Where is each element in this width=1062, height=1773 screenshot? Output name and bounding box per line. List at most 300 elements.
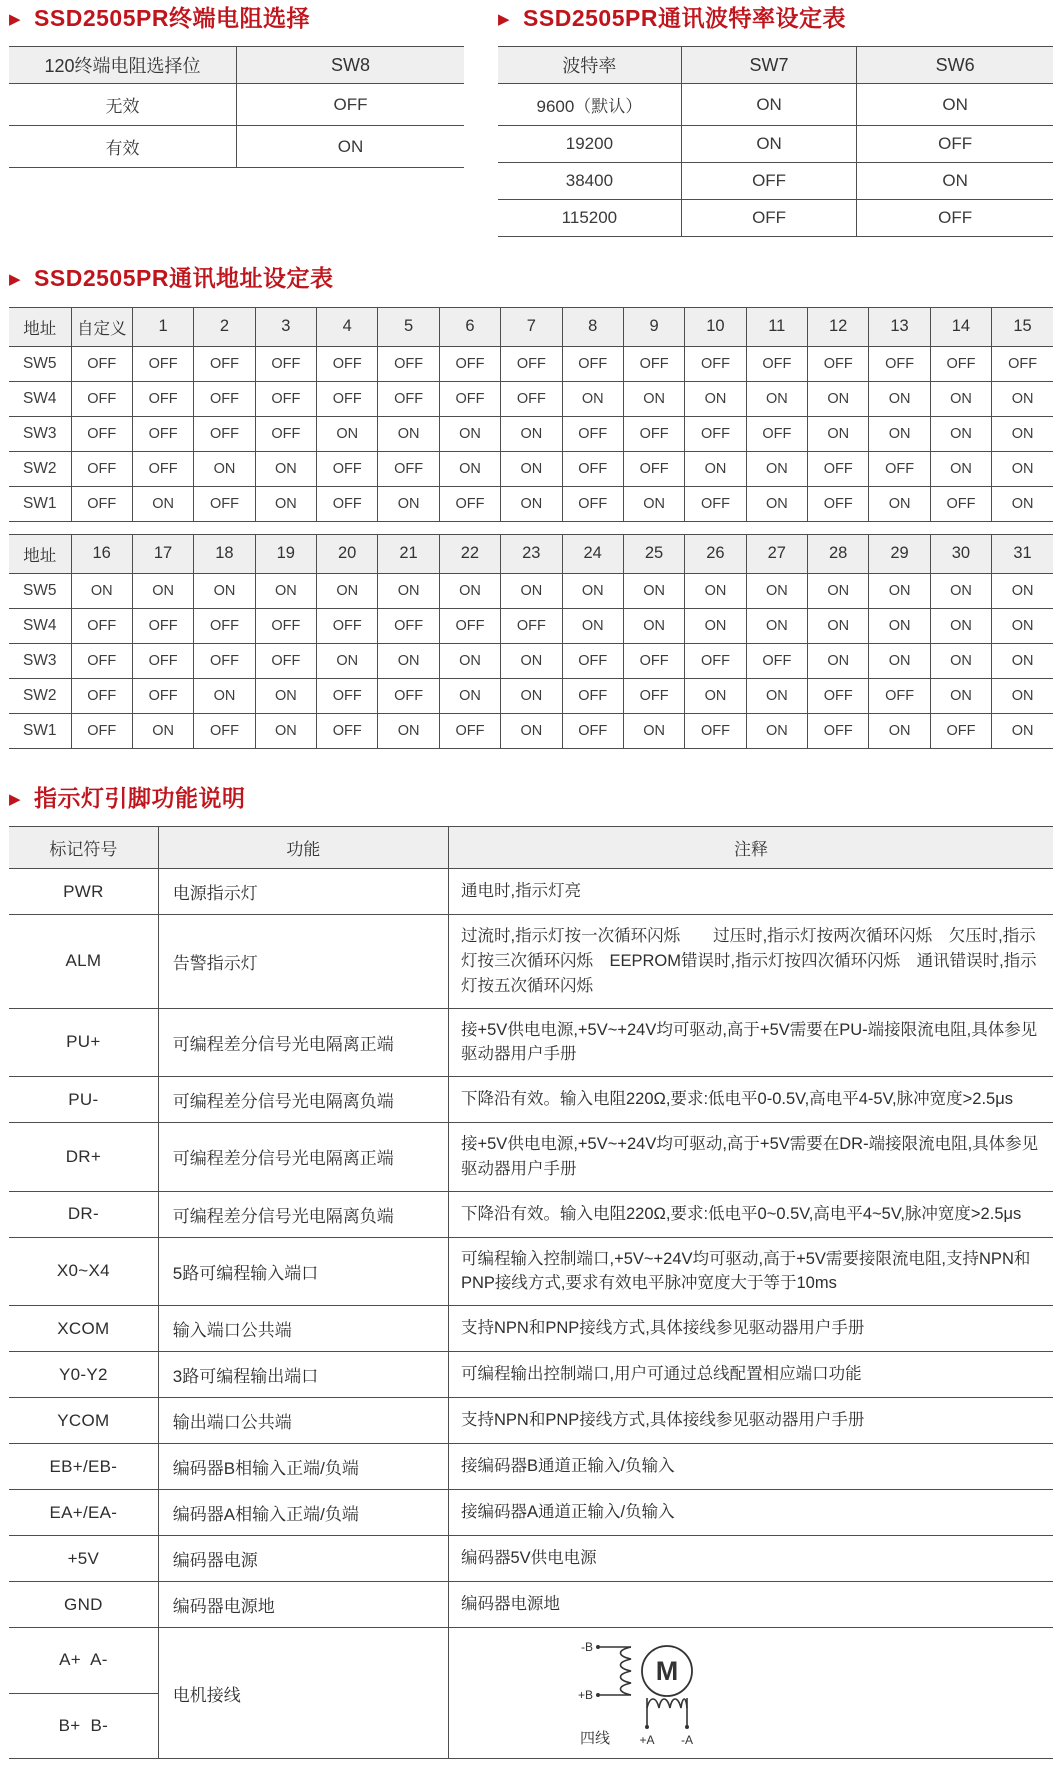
value-cell: OFF [71, 678, 132, 713]
address-table-16-31 [9, 534, 1053, 749]
value-cell: ON [992, 451, 1053, 486]
value-cell: OFF [132, 608, 193, 643]
value-cell: OFF [255, 643, 316, 678]
table-row [9, 1352, 1053, 1398]
baud-rate-table [498, 46, 1053, 237]
value-cell: ON [992, 643, 1053, 678]
value-cell: ON [132, 573, 193, 608]
row-label-cell: SW1 [9, 486, 71, 521]
value-cell: ON [746, 381, 807, 416]
value-cell: OFF [194, 713, 255, 748]
value-cell: OFF [71, 451, 132, 486]
value-cell: OFF [378, 678, 439, 713]
value-cell: ON [808, 573, 869, 608]
pin-function-cell: 电机接线 [158, 1628, 448, 1759]
pin-note-cell: 接编码器A通道正输入/负输入 [449, 1490, 1054, 1536]
value-cell: OFF [317, 486, 378, 521]
value-cell: ON [439, 573, 500, 608]
value-cell: OFF [992, 346, 1053, 381]
section-title-text: SSD2505PR终端电阻选择 [34, 5, 310, 31]
value-cell: ON [378, 573, 439, 608]
section-comm-address [9, 265, 1053, 748]
value-cell: OFF [132, 643, 193, 678]
value-cell: ON [685, 608, 746, 643]
pin-symbol-cell: YCOM [9, 1398, 158, 1444]
pin-note-cell: 通电时,指示灯亮 [449, 869, 1054, 915]
value-cell: OFF [439, 486, 500, 521]
motor-wiring-diagram [569, 1634, 769, 1752]
value-cell: ON [623, 713, 684, 748]
row-label-cell: SW1 [9, 713, 71, 748]
section-title-text: 指示灯引脚功能说明 [34, 784, 246, 811]
value-cell: OFF [378, 451, 439, 486]
row-label-cell: SW4 [9, 608, 71, 643]
pin-note-cell: 可编程输入控制端口,+5V~+24V均可驱动,高于+5V需要接限流电阻,支持NPN和PNP接线方式,要求有效电平脉冲宽度大于等于10ms [449, 1237, 1054, 1306]
value-cell: ON [317, 643, 378, 678]
value-cell: OFF [71, 486, 132, 521]
value-cell: OFF [930, 486, 991, 521]
value-cell: OFF [681, 200, 857, 237]
value-cell: OFF [685, 416, 746, 451]
value-cell: OFF [562, 416, 623, 451]
row-label-cell: SW4 [9, 381, 71, 416]
header-cell: 5 [378, 307, 439, 346]
table-row [9, 713, 1053, 748]
value-cell: ON [378, 643, 439, 678]
value-cell: OFF [237, 84, 465, 126]
table-row [498, 126, 1053, 163]
table-row [9, 1444, 1053, 1490]
value-cell: ON [992, 678, 1053, 713]
value-cell: ON [746, 678, 807, 713]
value-cell: ON [930, 608, 991, 643]
value-cell: OFF [317, 713, 378, 748]
section-title-pins [9, 785, 1053, 811]
value-cell: ON [857, 163, 1053, 200]
value-cell: OFF [930, 346, 991, 381]
table-header-row [9, 307, 1053, 346]
value-cell: OFF [685, 643, 746, 678]
header-cell: 18 [194, 534, 255, 573]
pin-function-cell: 编码器B相输入正端/负端 [158, 1444, 448, 1490]
value-cell: OFF [501, 346, 562, 381]
value-cell: ON [685, 381, 746, 416]
value-cell: OFF [194, 608, 255, 643]
value-cell: ON [930, 643, 991, 678]
pin-note-cell: 可编程输出控制端口,用户可通过总线配置相应端口功能 [449, 1352, 1054, 1398]
value-cell: ON [869, 608, 930, 643]
header-cell: 6 [439, 307, 500, 346]
header-cell: 10 [685, 307, 746, 346]
table-row [9, 1582, 1053, 1628]
pin-function-cell: 输入端口公共端 [158, 1306, 448, 1352]
pin-symbol-cell: PU+ [9, 1008, 158, 1077]
value-cell: OFF [132, 346, 193, 381]
header-cell: 9 [623, 307, 684, 346]
pin-note-cell: 下降沿有效。输入电阻220Ω,要求:低电平0-0.5V,高电平4-5V,脉冲宽度>2.5μs [449, 1077, 1054, 1123]
pin-function-cell: 编码器A相输入正端/负端 [158, 1490, 448, 1536]
row-label-cell: SW3 [9, 643, 71, 678]
header-cell: SW8 [237, 47, 465, 84]
header-cell: 16 [71, 534, 132, 573]
section-baud-rate [498, 5, 1053, 237]
arrow-bullet-icon: ▶ [9, 790, 22, 808]
value-cell: OFF [194, 643, 255, 678]
coil-b [621, 1647, 632, 1695]
header-cell: 15 [992, 307, 1053, 346]
value-cell: ON [132, 713, 193, 748]
value-cell: ON [317, 416, 378, 451]
value-cell: ON [623, 381, 684, 416]
value-cell: OFF [439, 713, 500, 748]
value-cell: ON [255, 573, 316, 608]
value-cell: OFF [132, 451, 193, 486]
value-cell: ON [623, 486, 684, 521]
value-cell: ON [992, 381, 1053, 416]
value-cell: OFF [869, 346, 930, 381]
row-label-cell: SW5 [9, 346, 71, 381]
table-row [498, 163, 1053, 200]
value-cell: ON [992, 608, 1053, 643]
value-cell: ON [930, 416, 991, 451]
pin-note-cell: 编码器5V供电电源 [449, 1536, 1054, 1582]
value-cell: ON [255, 486, 316, 521]
value-cell: OFF [194, 346, 255, 381]
value-cell: ON [623, 608, 684, 643]
pin-function-cell: 可编程差分信号光电隔离负端 [158, 1077, 448, 1123]
table-row [9, 678, 1053, 713]
table-row [9, 608, 1053, 643]
value-cell: OFF [808, 713, 869, 748]
header-cell: 17 [132, 534, 193, 573]
table-gap [9, 522, 1053, 534]
pin-note-cell: 接编码器B通道正输入/负输入 [449, 1444, 1054, 1490]
value-cell: ON [746, 608, 807, 643]
value-cell: ON [71, 573, 132, 608]
value-cell: OFF [746, 416, 807, 451]
value-cell: ON [378, 486, 439, 521]
value-cell: ON [623, 573, 684, 608]
value-cell: OFF [685, 713, 746, 748]
row-label-cell: SW3 [9, 416, 71, 451]
table-row [9, 346, 1053, 381]
value-cell: ON [501, 486, 562, 521]
value-cell: OFF [378, 346, 439, 381]
header-cell: 24 [562, 534, 623, 573]
header-cell: 21 [378, 534, 439, 573]
row-label-cell: SW5 [9, 573, 71, 608]
value-cell: ON [681, 84, 857, 126]
terminal-dot [596, 1693, 600, 1697]
header-cell: 地址 [9, 534, 71, 573]
value-cell: OFF [317, 451, 378, 486]
pin-symbol-cell: GND [9, 1582, 158, 1628]
value-cell: ON [685, 573, 746, 608]
header-cell: 19 [255, 534, 316, 573]
value-cell: OFF [255, 346, 316, 381]
value-cell: ON [562, 573, 623, 608]
value-cell: ON [808, 643, 869, 678]
value-cell: ON [194, 678, 255, 713]
value-cell: ON [501, 643, 562, 678]
value-cell: ON [501, 678, 562, 713]
table-row [9, 486, 1053, 521]
value-cell: ON [378, 416, 439, 451]
header-cell: 波特率 [498, 47, 681, 84]
terminal-dot [596, 1645, 600, 1649]
pin-symbol-cell: PU- [9, 1077, 158, 1123]
value-cell: ON [685, 451, 746, 486]
value-cell: ON [746, 451, 807, 486]
pin-note-cell: 下降沿有效。输入电阻220Ω,要求:低电平0~0.5V,高电平4~5V,脉冲宽度>2.5μs [449, 1191, 1054, 1237]
value-cell: OFF [562, 678, 623, 713]
row-label-cell: SW2 [9, 451, 71, 486]
row-label-cell: 115200 [498, 200, 681, 237]
pin-function-cell: 3路可编程输出端口 [158, 1352, 448, 1398]
value-cell: ON [808, 416, 869, 451]
value-cell: ON [317, 573, 378, 608]
table-row [9, 1490, 1053, 1536]
table-row [9, 126, 464, 168]
value-cell: OFF [317, 678, 378, 713]
header-cell: 120终端电阻选择位 [9, 47, 237, 84]
top-section-row [9, 5, 1053, 237]
value-cell: OFF [317, 381, 378, 416]
pin-symbol-cell: DR+ [9, 1123, 158, 1192]
table-row [9, 451, 1053, 486]
value-cell: ON [992, 573, 1053, 608]
pin-symbol-cell: ALM [9, 915, 158, 1008]
pin-function-cell: 告警指示灯 [158, 915, 448, 1008]
row-label-cell: 无效 [9, 84, 237, 126]
motor-letter: M [655, 1656, 679, 1687]
header-cell: 26 [685, 534, 746, 573]
table-header-row [9, 534, 1053, 573]
motor-terminal-label: +B [577, 1688, 593, 1703]
header-cell: 28 [808, 534, 869, 573]
row-label-cell: 有效 [9, 126, 237, 168]
value-cell: ON [930, 678, 991, 713]
value-cell: ON [930, 573, 991, 608]
value-cell: OFF [317, 608, 378, 643]
terminal-dot [645, 1725, 649, 1729]
header-cell: 27 [746, 534, 807, 573]
section-title-baud [498, 5, 1053, 31]
header-cell: 20 [317, 534, 378, 573]
value-cell: ON [746, 486, 807, 521]
header-cell: 13 [869, 307, 930, 346]
table-row [9, 1628, 1053, 1694]
pin-symbol-cell: A+ A- [9, 1628, 158, 1694]
value-cell: ON [992, 713, 1053, 748]
value-cell: ON [869, 416, 930, 451]
pin-symbol-cell: EA+/EA- [9, 1490, 158, 1536]
header-cell: 2 [194, 307, 255, 346]
value-cell: OFF [501, 381, 562, 416]
table-row [498, 84, 1053, 126]
motor-terminal-label: -A [681, 1733, 693, 1748]
value-cell: OFF [378, 608, 439, 643]
value-cell: ON [255, 713, 316, 748]
header-cell: 12 [808, 307, 869, 346]
header-cell: 地址 [9, 307, 71, 346]
value-cell: OFF [562, 346, 623, 381]
row-label-cell: 9600（默认） [498, 84, 681, 126]
value-cell: OFF [685, 346, 746, 381]
arrow-bullet-icon: ▶ [9, 271, 22, 289]
pin-note-cell: 编码器电源地 [449, 1582, 1054, 1628]
row-label-cell: 38400 [498, 163, 681, 200]
section-title-address [9, 265, 1053, 291]
table-row [9, 1008, 1053, 1077]
pin-note-cell [449, 1628, 1054, 1759]
value-cell: ON [746, 713, 807, 748]
pin-function-cell: 电源指示灯 [158, 869, 448, 915]
value-cell: ON [562, 381, 623, 416]
value-cell: OFF [562, 486, 623, 521]
value-cell: OFF [623, 451, 684, 486]
value-cell: OFF [562, 713, 623, 748]
pin-symbol-cell: B+ B- [9, 1693, 158, 1759]
pin-function-cell: 5路可编程输入端口 [158, 1237, 448, 1306]
value-cell: ON [685, 678, 746, 713]
header-cell: 4 [317, 307, 378, 346]
header-cell: 22 [439, 534, 500, 573]
pin-note-cell: 支持NPN和PNP接线方式,具体接线参见驱动器用户手册 [449, 1398, 1054, 1444]
value-cell: ON [857, 84, 1053, 126]
section-terminal-resistor [9, 5, 464, 168]
pin-symbol-cell: XCOM [9, 1306, 158, 1352]
value-cell: OFF [501, 608, 562, 643]
value-cell: OFF [71, 713, 132, 748]
value-cell: ON [255, 678, 316, 713]
header-cell: 25 [623, 534, 684, 573]
address-table-1-15 [9, 307, 1053, 522]
value-cell: OFF [317, 346, 378, 381]
pin-function-cell: 输出端口公共端 [158, 1398, 448, 1444]
value-cell: ON [869, 381, 930, 416]
value-cell: OFF [439, 608, 500, 643]
header-cell: 3 [255, 307, 316, 346]
motor-terminal-label: -B [581, 1640, 593, 1655]
value-cell: OFF [439, 381, 500, 416]
value-cell: OFF [71, 643, 132, 678]
value-cell: OFF [869, 678, 930, 713]
value-cell: ON [194, 451, 255, 486]
value-cell: OFF [255, 416, 316, 451]
section-indicator-pin-functions [9, 785, 1053, 1759]
value-cell: OFF [623, 678, 684, 713]
pin-note-cell: 接+5V供电电源,+5V~+24V均可驱动,高于+5V需要在DR-端接限流电阻,具体参见驱动器用户手册 [449, 1123, 1054, 1192]
value-cell: OFF [746, 643, 807, 678]
value-cell: ON [501, 416, 562, 451]
header-cell: 功能 [158, 827, 448, 869]
section-title-text: SSD2505PR通讯地址设定表 [34, 265, 334, 292]
value-cell: ON [501, 573, 562, 608]
value-cell: ON [746, 573, 807, 608]
pin-note-cell: 支持NPN和PNP接线方式,具体接线参见驱动器用户手册 [449, 1306, 1054, 1352]
value-cell: OFF [71, 416, 132, 451]
value-cell: ON [930, 451, 991, 486]
pin-symbol-cell: Y0-Y2 [9, 1352, 158, 1398]
pin-note-cell: 过流时,指示灯按一次循环闪烁 过压时,指示灯按两次循环闪烁 欠压时,指示灯按三次循环闪烁 EEPROM错误时,指示灯按四次循环闪烁 通讯错误时,指示灯按五次循环闪烁 [449, 915, 1054, 1008]
motor-wiring-rows [9, 1628, 1053, 1759]
table-row [9, 1191, 1053, 1237]
table-row [9, 1398, 1053, 1444]
value-cell: ON [930, 381, 991, 416]
header-cell: 23 [501, 534, 562, 573]
value-cell: OFF [562, 451, 623, 486]
header-cell: 30 [930, 534, 991, 573]
table-row [9, 416, 1053, 451]
value-cell: OFF [930, 713, 991, 748]
pin-function-cell: 可编程差分信号光电隔离负端 [158, 1191, 448, 1237]
value-cell: OFF [71, 346, 132, 381]
header-cell: 自定义 [71, 307, 132, 346]
pin-function-cell: 可编程差分信号光电隔离正端 [158, 1008, 448, 1077]
pin-function-table [9, 826, 1053, 1759]
value-cell: OFF [378, 381, 439, 416]
pin-symbol-cell: X0~X4 [9, 1237, 158, 1306]
coil-a [647, 1699, 687, 1708]
header-cell: 1 [132, 307, 193, 346]
pin-function-cell: 编码器电源地 [158, 1582, 448, 1628]
value-cell: ON [237, 126, 465, 168]
header-cell: SW6 [857, 47, 1053, 84]
value-cell: OFF [562, 643, 623, 678]
pin-note-cell: 接+5V供电电源,+5V~+24V均可驱动,高于+5V需要在PU-端接限流电阻,具体参见驱动器用户手册 [449, 1008, 1054, 1077]
value-cell: OFF [194, 416, 255, 451]
pin-symbol-cell: EB+/EB- [9, 1444, 158, 1490]
motor-terminal-label: +A [639, 1733, 655, 1748]
header-cell: 29 [869, 534, 930, 573]
table-row [9, 381, 1053, 416]
pin-symbol-cell: +5V [9, 1536, 158, 1582]
value-cell: ON [439, 643, 500, 678]
table-row [9, 84, 464, 126]
table-header-row [9, 47, 464, 84]
value-cell: OFF [857, 200, 1053, 237]
value-cell: ON [562, 608, 623, 643]
value-cell: OFF [623, 643, 684, 678]
motor-diagram-caption: 四线 [579, 1730, 611, 1748]
header-cell: 标记符号 [9, 827, 158, 869]
value-cell: ON [869, 713, 930, 748]
table-row [9, 1237, 1053, 1306]
value-cell: OFF [194, 486, 255, 521]
header-cell: 注释 [449, 827, 1054, 869]
value-cell: ON [681, 126, 857, 163]
arrow-bullet-icon: ▶ [9, 10, 22, 28]
section-title-text: SSD2505PR通讯波特率设定表 [523, 5, 846, 31]
pin-symbol-cell: PWR [9, 869, 158, 915]
value-cell: OFF [685, 486, 746, 521]
value-cell: OFF [869, 451, 930, 486]
pin-function-cell: 可编程差分信号光电隔离正端 [158, 1123, 448, 1192]
value-cell: ON [869, 643, 930, 678]
header-cell: 8 [562, 307, 623, 346]
pin-function-cell: 编码器电源 [158, 1536, 448, 1582]
value-cell: OFF [71, 608, 132, 643]
value-cell: OFF [623, 416, 684, 451]
value-cell: ON [808, 381, 869, 416]
value-cell: OFF [623, 346, 684, 381]
pin-symbol-cell: DR- [9, 1191, 158, 1237]
value-cell: OFF [808, 678, 869, 713]
table-row [9, 1536, 1053, 1582]
value-cell: OFF [255, 381, 316, 416]
value-cell: OFF [439, 346, 500, 381]
